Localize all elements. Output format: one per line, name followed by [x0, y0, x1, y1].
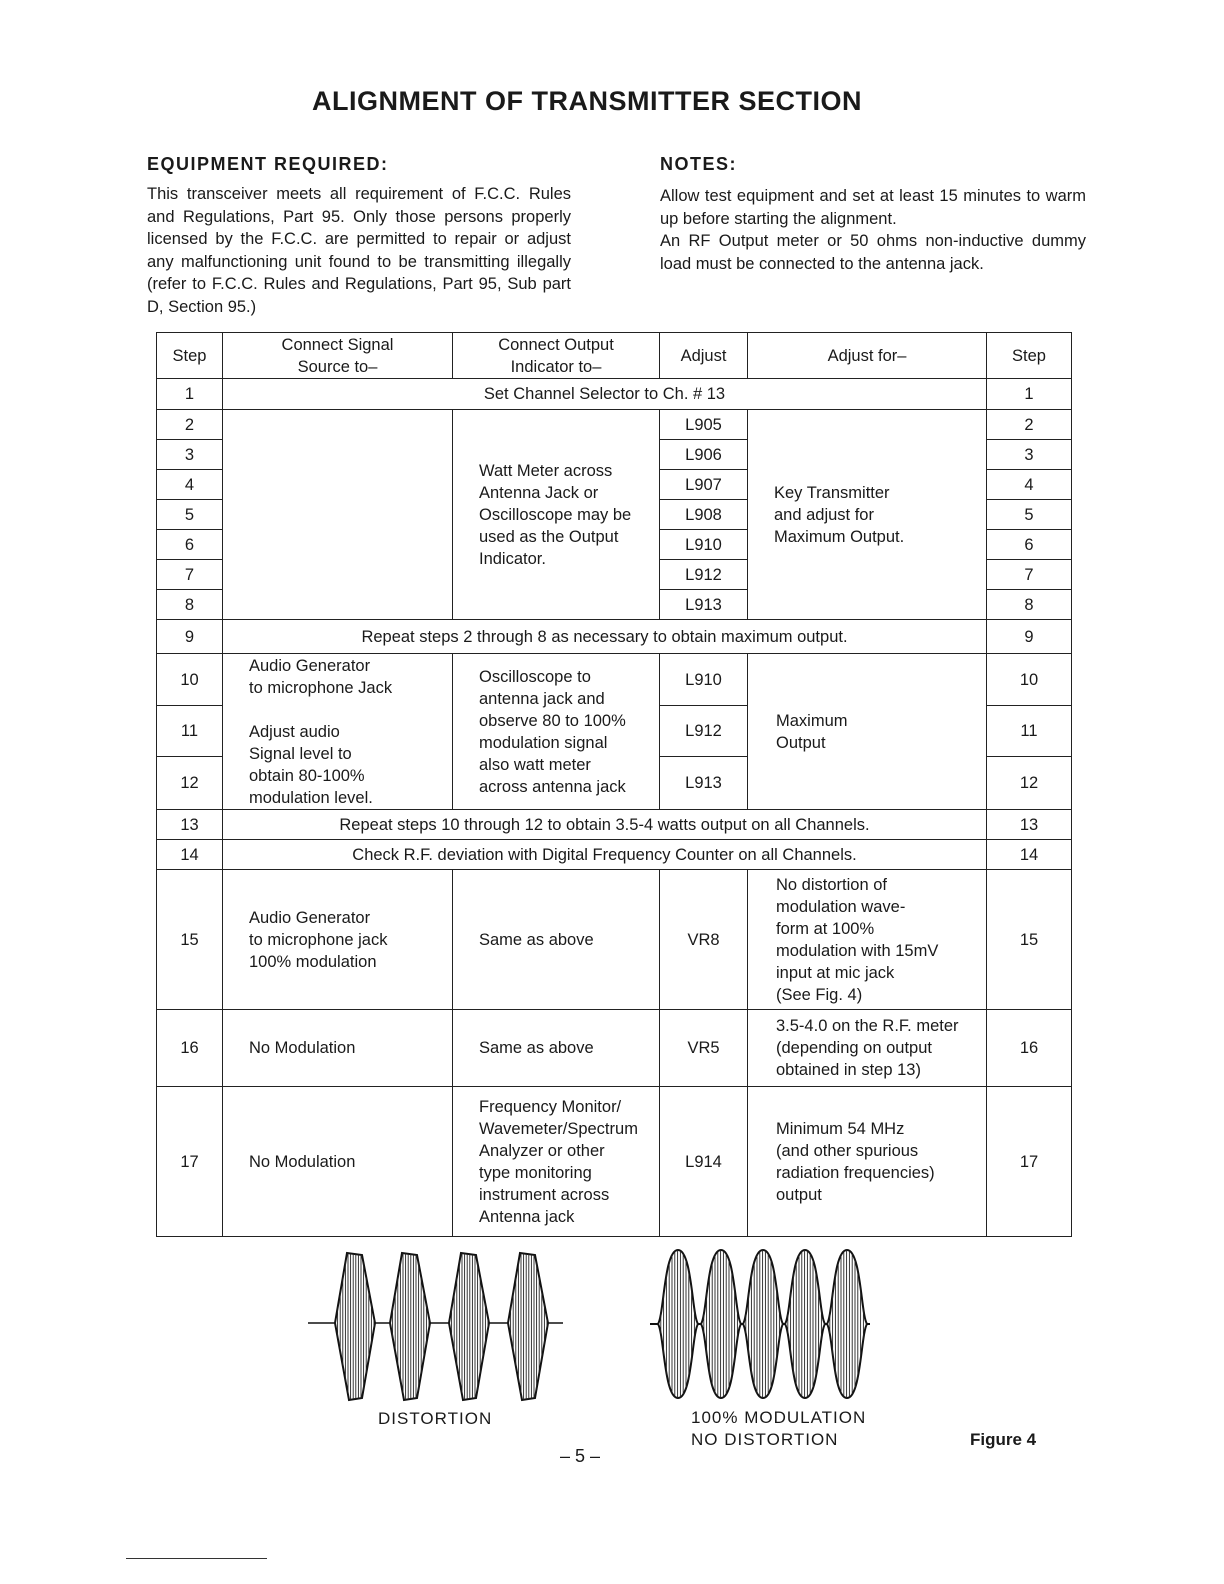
notes-heading: NOTES:: [660, 154, 738, 174]
source-cell: [223, 410, 453, 620]
output-cell: Same as above: [453, 870, 660, 1010]
step-cell: 1: [157, 379, 223, 410]
page-number: – 5 –: [560, 1446, 601, 1466]
header-source: Connect Signal Source to–: [223, 333, 453, 379]
equipment-text: This transceiver meets all requirement of F.C.C. Rules and Regulations, Part 95. Only those persons properly licensed by the F.C.C. are permitted to repair or adjust any malfunctioning unit found to be transmitting illegally (refer to F.C.C. Rules and Regulations, Part 95, Sub part D, Section 95.): [147, 185, 571, 316]
step-cell: 13: [157, 810, 223, 840]
table-row: [157, 810, 1072, 840]
adjust-cell: L910: [660, 530, 748, 560]
output-cell: Oscilloscope to antenna jack and observe 80 to 100% modulation signal also watt meter across antenna jack: [453, 654, 660, 810]
step-cell: 8: [987, 590, 1072, 620]
step-cell: 5: [157, 500, 223, 530]
step-cell: 12: [157, 757, 223, 810]
step-cell: 12: [987, 757, 1072, 810]
header-step-right: Step: [987, 333, 1072, 379]
step-cell: 2: [157, 410, 223, 440]
distortion-envelope: [449, 1245, 489, 1405]
distortion-envelope: [390, 1245, 430, 1405]
page-title: ALIGNMENT OF TRANSMITTER SECTION: [312, 86, 862, 116]
table-row: [157, 654, 1072, 706]
step-cell: 8: [157, 590, 223, 620]
adjust-for-cell: 3.5-4.0 on the R.F. meter (depending on output obtained in step 13): [748, 1010, 987, 1087]
footer-rule: [126, 1558, 267, 1559]
step-cell: 6: [157, 530, 223, 560]
table-row: [157, 379, 1072, 410]
table-header-row: [157, 333, 1072, 379]
step-cell: 15: [987, 870, 1072, 1010]
step-cell: 15: [157, 870, 223, 1010]
adjust-cell: L913: [660, 590, 748, 620]
modulation-envelope: [658, 1245, 698, 1405]
source-cell: No Modulation: [223, 1087, 453, 1237]
header-adjust-for: Adjust for–: [748, 333, 987, 379]
instruction-cell: Check R.F. deviation with Digital Frequency Counter on all Channels.: [223, 840, 987, 870]
table-row: [157, 410, 1072, 440]
source-cell: No Modulation: [223, 1010, 453, 1087]
step-cell: 13: [987, 810, 1072, 840]
modulation-envelope: [785, 1245, 825, 1405]
instruction-cell: Set Channel Selector to Ch. # 13: [223, 379, 987, 410]
distortion-waveform-figure: [305, 1245, 565, 1405]
distortion-caption: DISTORTION: [378, 1409, 493, 1428]
equipment-heading: EQUIPMENT REQUIRED:: [147, 154, 389, 174]
step-cell: 16: [987, 1010, 1072, 1087]
instruction-cell: Repeat steps 10 through 12 to obtain 3.5-4 watts output on all Channels.: [223, 810, 987, 840]
adjust-for-cell: No distortion of modulation wave- form at 100% modulation with 15mV input at mic jack (See Fig. 4): [748, 870, 987, 1010]
step-cell: 17: [157, 1087, 223, 1237]
step-cell: 3: [157, 440, 223, 470]
table-row: [157, 1010, 1072, 1087]
step-cell: 9: [987, 620, 1072, 654]
header-step: Step: [157, 333, 223, 379]
step-cell: 4: [157, 470, 223, 500]
step-cell: 14: [987, 840, 1072, 870]
step-cell: 11: [157, 706, 223, 757]
adjust-cell: L912: [660, 560, 748, 590]
header-output: Connect Output Indicator to–: [453, 333, 660, 379]
notes-text: Allow test equipment and set at least 15 minutes to warm up before starting the alignment. An RF Output meter or 50 ohms non-inductive dummy load must be connected to the antenna jack.: [660, 187, 1086, 273]
modulation-envelope: [827, 1245, 867, 1405]
step-cell: 11: [987, 706, 1072, 757]
table-row: [157, 840, 1072, 870]
step-cell: 10: [157, 654, 223, 706]
table-row: [157, 1087, 1072, 1237]
modulation-envelope: [701, 1245, 741, 1405]
step-cell: 7: [157, 560, 223, 590]
step-cell: 7: [987, 560, 1072, 590]
step-cell: 9: [157, 620, 223, 654]
modulation-waveform-figure: [648, 1245, 873, 1405]
table-row: [157, 620, 1072, 654]
adjust-cell: L906: [660, 440, 748, 470]
step-cell: 10: [987, 654, 1072, 706]
header-adjust: Adjust: [660, 333, 748, 379]
source-cell: Audio Generator to microphone Jack Adjust audio Signal level to obtain 80-100% modulation level.: [223, 654, 453, 810]
adjust-cell: L908: [660, 500, 748, 530]
alignment-table: [156, 332, 1072, 1237]
modulation-caption: 100% MODULATION NO DISTORTION: [691, 1408, 867, 1449]
instruction-cell: Repeat steps 2 through 8 as necessary to obtain maximum output.: [223, 620, 987, 654]
distortion-envelope: [508, 1245, 548, 1405]
distortion-envelope: [335, 1245, 375, 1405]
adjust-cell: L910: [660, 654, 748, 706]
modulation-envelope: [743, 1245, 783, 1405]
adjust-cell: L914: [660, 1087, 748, 1237]
step-cell: 4: [987, 470, 1072, 500]
adjust-for-cell: Key Transmitter and adjust for Maximum Output.: [748, 410, 987, 620]
adjust-cell: L907: [660, 470, 748, 500]
output-cell: Same as above: [453, 1010, 660, 1087]
figure-label: Figure 4: [970, 1430, 1037, 1449]
adjust-cell: L912: [660, 706, 748, 757]
adjust-for-cell: Minimum 54 MHz (and other spurious radiation frequencies) output: [748, 1087, 987, 1237]
adjust-cell: VR8: [660, 870, 748, 1010]
step-cell: 6: [987, 530, 1072, 560]
step-cell: 2: [987, 410, 1072, 440]
step-cell: 17: [987, 1087, 1072, 1237]
step-cell: 1: [987, 379, 1072, 410]
source-cell: Audio Generator to microphone jack 100% modulation: [223, 870, 453, 1010]
step-cell: 14: [157, 840, 223, 870]
adjust-for-cell: Maximum Output: [748, 654, 987, 810]
table-row: [157, 870, 1072, 1010]
adjust-cell: L905: [660, 410, 748, 440]
step-cell: 3: [987, 440, 1072, 470]
step-cell: 16: [157, 1010, 223, 1087]
adjust-cell: L913: [660, 757, 748, 810]
step-cell: 5: [987, 500, 1072, 530]
output-cell: Watt Meter across Antenna Jack or Oscilloscope may be used as the Output Indicator.: [453, 410, 660, 620]
output-cell: Frequency Monitor/ Wavemeter/Spectrum Analyzer or other type monitoring instrument across Antenna jack: [453, 1087, 660, 1237]
adjust-cell: VR5: [660, 1010, 748, 1087]
